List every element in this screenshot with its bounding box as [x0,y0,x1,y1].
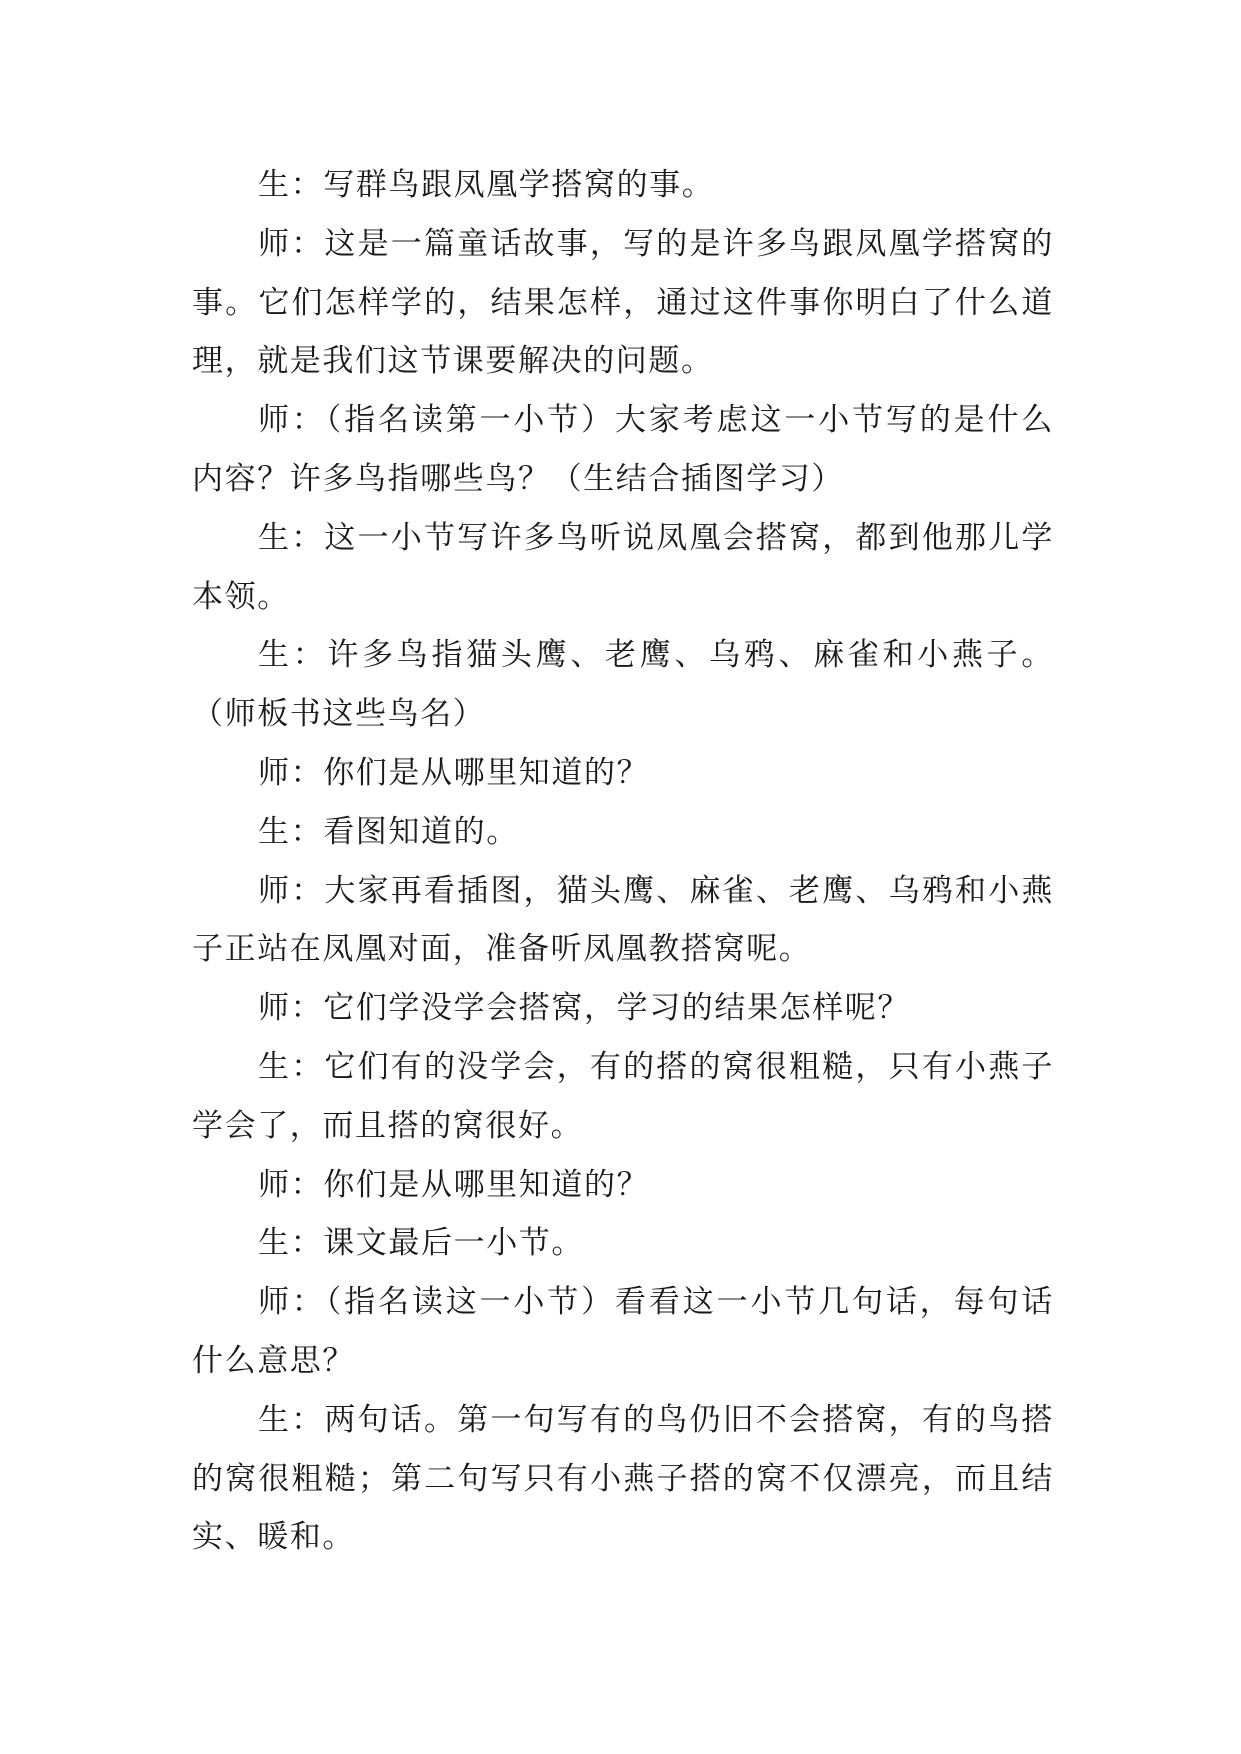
paragraph: 生：写群鸟跟凤凰学搭窝的事。 [258,167,715,203]
paragraph: 生：它们有的没学会，有的搭的窝很粗糙，只有小燕子学会了，而且搭的窝很好。 [192,1048,1054,1144]
paragraph: 生：这一小节写许多鸟听说凤凰会搭窝，都到他那儿学本领。 [192,519,1054,615]
paragraph: 师：它们学没学会搭窝，学习的结果怎样呢？ [258,990,910,1027]
paragraph: 师：大家再看插图，猫头鹰、麻雀、老鹰、乌鸦和小燕子正站在凤凰对面，准备听凤凰教搭窝呢。 [192,872,1054,968]
paragraph: 生：看图知道的。 [258,813,519,850]
paragraph: 生：许多鸟指猫头鹰、老鹰、乌鸦、麻雀和小燕子。（师板书这些鸟名） [192,637,1054,733]
paragraph: 师：你们是从哪里知道的？ [258,754,650,791]
paragraph: 师：（指名读这一小节）看看这一小节几句话，每句话什么意思？ [192,1284,1054,1379]
paragraph: 生：两句话。第一句写有的鸟仍旧不会搭窝，有的鸟搭的窝很粗糙；第二句写只有小燕子搭的窝不仅漂亮，而且结实、暖和。 [192,1401,1054,1556]
document-body [192,156,1054,1567]
paragraph: 师：这是一篇童话故事，写的是许多鸟跟凤凰学搭窝的事。它们怎样学的，结果怎样，通过这件事你明白了什么道理，就是我们这节课要解决的问题。 [192,225,1054,380]
paragraph: 师：你们是从哪里知道的？ [258,1166,650,1203]
paragraph: 生：课文最后一小节。 [258,1225,584,1262]
paragraph: 师：（指名读第一小节）大家考虑这一小节写的是什么内容？许多鸟指哪些鸟？（生结合插图学习） [192,402,1054,497]
